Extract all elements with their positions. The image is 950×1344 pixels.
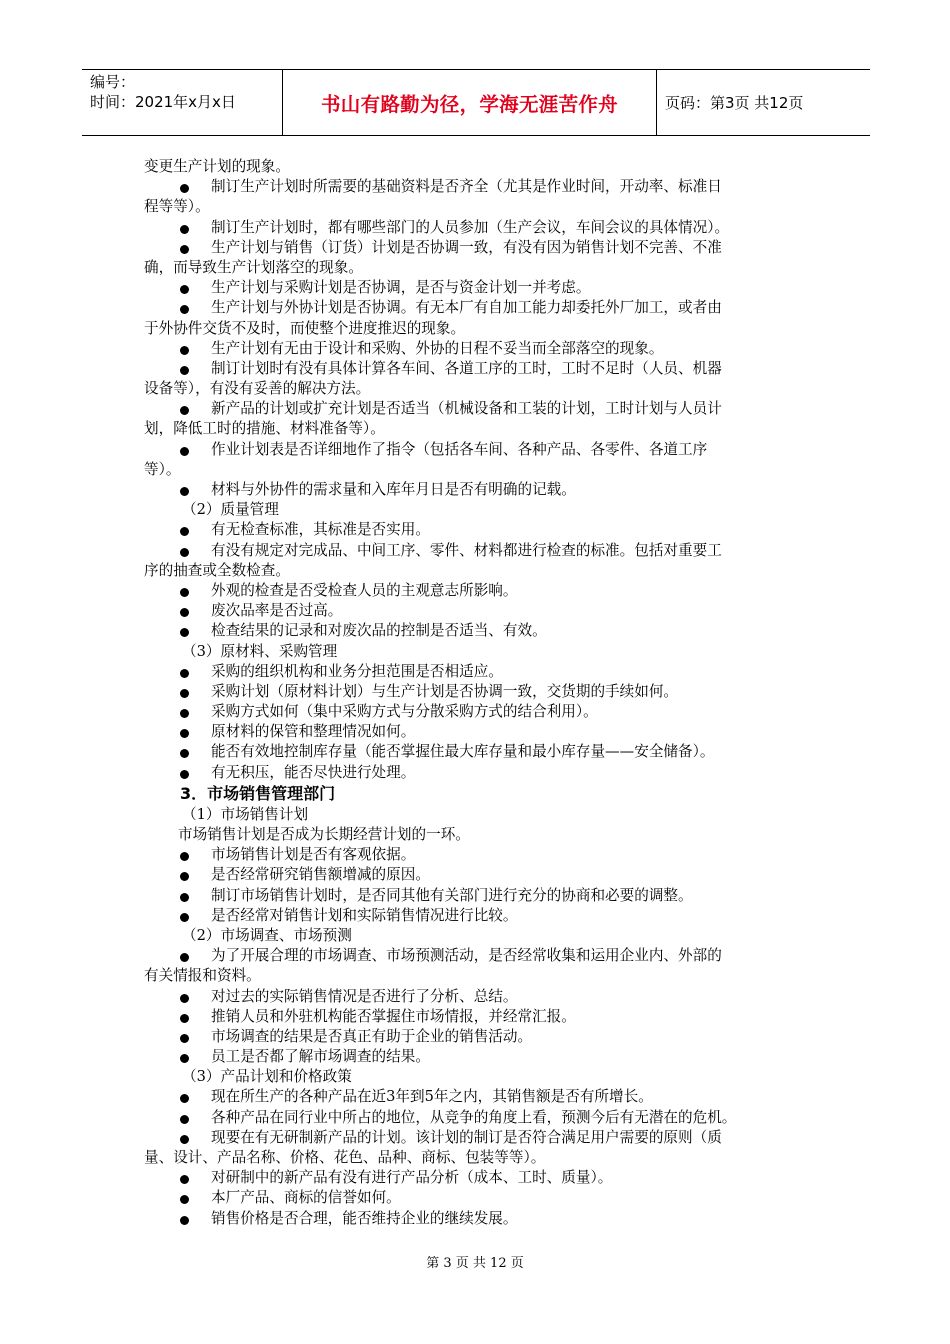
bullet-text: 有没有规定对完成品、中间工序、零件、材料都进行检查的标准。包括对重要工: [211, 541, 722, 559]
subsection-heading: （2）市场调查、市场预测: [182, 926, 352, 944]
bullet-icon: [180, 913, 189, 922]
continuation-line: 量、设计、产品名称、价格、花色、品种、商标、包装等等）。: [144, 1149, 546, 1166]
bullet-icon: [180, 487, 189, 496]
bullet-text: 能否有效地控制库存量（能否掌握住最大库存量和最小库存量——安全储备）。: [211, 743, 715, 761]
bullet-icon: [180, 1034, 189, 1043]
bullet-item: [144, 845, 808, 865]
document-date: 时间：2021年x月x日: [90, 93, 236, 111]
bullet-item: [144, 763, 808, 783]
bullet-item: [144, 399, 808, 419]
header-meta: [82, 70, 283, 135]
page-footer: 第 3 页 共 12 页: [426, 1256, 524, 1271]
bullet-text: 有无积压，能否尽快进行处理。: [211, 763, 416, 781]
bullet-item: [144, 1209, 808, 1229]
bullet-text: 对研制中的新产品有没有进行产品分析（成本、工时、质量）。: [211, 1169, 613, 1187]
bullet-icon: [180, 1135, 189, 1144]
bullet-text: 新产品的计划或扩充计划是否适当（机械设备和工装的计划，工时计划与人员计: [211, 400, 722, 418]
bullet-text: 生产计划与采购计划是否协调，是否与资金计划一并考虑。: [211, 279, 591, 297]
bullet-text: 为了开展合理的市场调查、市场预测活动，是否经常收集和运用企业内、外部的: [211, 947, 722, 965]
header-page-info: 页码：第3页 共12页: [665, 94, 804, 112]
bullet-item: [144, 238, 808, 258]
continuation-line: 变更生产计划的现象。: [144, 158, 290, 175]
bullet-item: [144, 278, 808, 298]
bullet-icon: [180, 893, 189, 902]
bullet-item: [144, 742, 808, 762]
bullet-item: [144, 702, 808, 722]
continuation-line: 等）。: [144, 460, 181, 478]
bullet-icon: [180, 548, 189, 557]
bullet-icon: [180, 709, 189, 718]
bullet-text: 有无检查标准，其标准是否实用。: [211, 521, 430, 539]
bullet-item: [144, 339, 808, 359]
bullet-icon: [180, 588, 189, 597]
bullet-item: [144, 581, 808, 601]
continuation-line: 序的抽查或全数检查。: [144, 561, 290, 579]
subsection-heading: （3）产品计划和价格政策: [182, 1068, 352, 1086]
bullet-item: [144, 1128, 808, 1148]
bullet-text: 本厂产品、商标的信誉如何。: [211, 1189, 401, 1207]
bullet-text: 销售价格是否合理，能否维持企业的继续发展。: [211, 1209, 518, 1227]
bullet-item: [144, 987, 808, 1007]
bullet-text: 制订生产计划时，都有哪些部门的人员参加（生产会议，车间会议的具体情况）。: [211, 218, 730, 236]
bullet-item: [144, 440, 808, 460]
header-motto: 书山有路勤为径，学海无涯苦作舟: [283, 70, 657, 135]
bullet-item: [144, 1047, 808, 1067]
section-heading: 3．市场销售管理部门: [180, 783, 336, 803]
bullet-text: 各种产品在同行业中所占的地位，从竞争的角度上看，预测今后有无潜在的危机。: [211, 1108, 737, 1126]
bullet-icon: [180, 245, 189, 254]
bullet-text: 作业计划表是否详细地作了指令（包括各车间、各种产品、各零件、各道工序: [211, 440, 708, 458]
bullet-icon: [180, 1054, 189, 1063]
bullet-text: 检查结果的记录和对废次品的控制是否适当、有效。: [211, 622, 547, 640]
bullet-text: 现在所生产的各种产品在近3年到5年之内，其销售额是否有所增长。: [211, 1088, 653, 1106]
bullet-text: 采购的组织机构和业务分担范围是否相适应。: [211, 662, 503, 680]
bullet-item: [144, 946, 808, 966]
bullet-item: [144, 662, 808, 682]
bullet-text: 推销人员和外驻机构能否掌握住市场情报，并经常汇报。: [211, 1007, 576, 1025]
bullet-text: 生产计划与外协计划是否协调。有无本厂有自加工能力却委托外厂加工，或者由: [211, 299, 722, 317]
bullet-icon: [180, 225, 189, 234]
bullet-item: [144, 480, 808, 500]
continuation-line: 于外协件交货不及时，而使整个进度推迟的现象。: [144, 319, 466, 337]
continuation-line: 确，而导致生产计划落空的现象。: [144, 258, 363, 276]
bullet-item: [144, 359, 808, 379]
subsection-heading: （3）原材料、采购管理: [182, 642, 338, 660]
bullet-text: 制订计划时有没有具体计算各车间、各道工序的工时，工时不足时（人员、机器: [211, 359, 722, 377]
bullet-item: [144, 541, 808, 561]
subsection-heading: （2）质量管理: [182, 501, 279, 519]
bullet-item: [144, 177, 808, 197]
bullet-icon: [180, 447, 189, 456]
bullet-text: 员工是否都了解市场调查的结果。: [211, 1048, 430, 1066]
bullet-item: [144, 218, 808, 238]
bullet-item: [144, 601, 808, 621]
bullet-text: 是否经常对销售计划和实际销售情况进行比较。: [211, 906, 518, 924]
bullet-item: [144, 722, 808, 742]
page-header: [82, 69, 870, 136]
continuation-line: 有关情报和资料。: [144, 967, 261, 985]
bullet-icon: [180, 1216, 189, 1225]
bullet-item: [144, 298, 808, 318]
bullet-icon: [180, 1014, 189, 1023]
bullet-text: 废次品率是否过高。: [211, 602, 343, 620]
bullet-item: [144, 1168, 808, 1188]
bullet-item: [144, 1007, 808, 1027]
bullet-icon: [180, 994, 189, 1003]
bullet-text: 制订市场销售计划时，是否同其他有关部门进行充分的协商和必要的调整。: [211, 886, 693, 904]
bullet-icon: [180, 669, 189, 678]
bullet-text: 现要在有无研制新产品的计划。该计划的制订是否符合满足用户需要的原则（质: [211, 1128, 722, 1146]
bullet-text: 生产计划与销售（订货）计划是否协调一致，有没有因为销售计划不完善、不准: [211, 238, 722, 256]
bullet-text: 生产计划有无由于设计和采购、外协的日程不妥当而全部落空的现象。: [211, 339, 664, 357]
continuation-line: 程等等）。: [144, 198, 210, 216]
bullet-text: 外观的检查是否受检查人员的主观意志所影响。: [211, 581, 518, 599]
bullet-text: 原材料的保管和整理情况如何。: [211, 723, 416, 741]
bullet-text: 材料与外协件的需求量和入库年月日是否有明确的记载。: [211, 481, 576, 498]
bullet-text: 采购方式如何（集中采购方式与分散采购方式的结合利用）。: [211, 703, 598, 721]
document-number-label: 编号：: [90, 73, 136, 91]
subsection-heading: （1）市场销售计划: [182, 805, 309, 823]
bullet-icon: [180, 770, 189, 779]
bullet-icon: [180, 366, 189, 375]
bullet-text: 采购计划（原材料计划）与生产计划是否协调一致，交货期的手续如何。: [211, 682, 679, 700]
bullet-item: [144, 865, 808, 885]
bullet-text: 对过去的实际销售情况是否进行了分析、总结。: [211, 987, 518, 1005]
continuation-line: 设备等），有没有妥善的解决方法。: [144, 380, 371, 398]
bullet-item: [144, 520, 808, 540]
bullet-text: 制订生产计划时所需要的基础资料是否齐全（尤其是作业时间，开动率、标准日: [211, 178, 722, 196]
bullet-text: 市场调查的结果是否真正有助于企业的销售活动。: [211, 1027, 533, 1045]
continuation-line: 划，降低工时的措施、材料准备等）。: [144, 420, 385, 438]
bullet-item: [144, 1027, 808, 1047]
bullet-text: 市场销售计划是否有客观依据。: [211, 846, 416, 864]
bullet-item: [144, 1188, 808, 1208]
bullet-text: 是否经常研究销售额增减的原因。: [211, 866, 430, 884]
paragraph-line: 市场销售计划是否成为长期经营计划的一环。: [178, 826, 470, 843]
bullet-item: [144, 886, 808, 906]
bullet-item: [144, 906, 808, 926]
bullet-icon: [180, 346, 189, 355]
bullet-icon: [180, 689, 189, 698]
document-body: [144, 157, 808, 1229]
bullet-item: [144, 621, 808, 641]
bullet-item: [144, 1087, 808, 1107]
bullet-icon: [180, 1115, 189, 1124]
bullet-item: [144, 1108, 808, 1128]
bullet-item: [144, 682, 808, 702]
